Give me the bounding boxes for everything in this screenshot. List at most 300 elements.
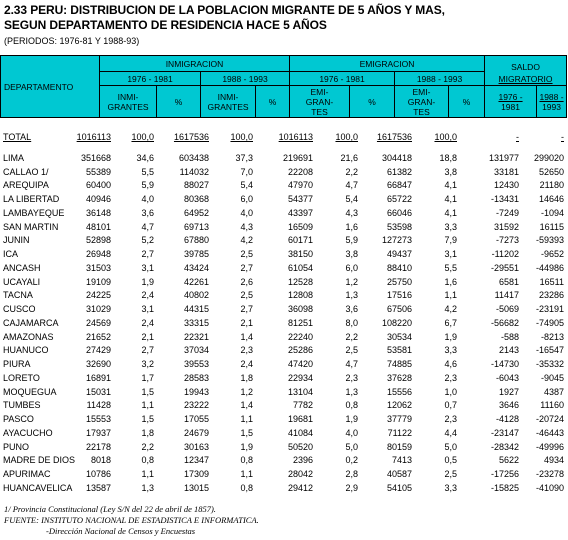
cell-emigrantes-1976-81: 47970 (287, 180, 313, 191)
cell-pct-inmi-1988-93: 100,0 (230, 132, 253, 142)
header-emigrantes-2 (395, 86, 449, 118)
cell-saldo-1976-81: -23147 (490, 427, 519, 438)
label-grantes: GRANTES (107, 101, 149, 112)
cell-pct-inmi-1976-81: 34,6 (136, 152, 154, 163)
cell-inmigrantes-1976-81: 32690 (85, 359, 111, 369)
cell-pct-emi-1976-81: 2,2 (345, 166, 358, 177)
cell-pct-emi-1976-81: 4,0 (345, 427, 358, 438)
cell-pct-emi-1988-93: 5,5 (444, 262, 457, 273)
cell-inmigrantes-1988-93: 603438 (178, 152, 209, 163)
cell-inmigrantes-1976-81: 11428 (86, 400, 111, 411)
cell-pct-emi-1988-93: 1,0 (444, 386, 457, 397)
cell-pct-emi-1976-81: 2,9 (345, 482, 358, 493)
cell-departamento: AMAZONAS (3, 331, 54, 342)
cell-pct-emi-1976-81: 1,3 (345, 290, 358, 301)
cell-pct-inmi-1988-93: 4,2 (240, 235, 253, 246)
cell-emigrantes-1988-93: 40587 (386, 469, 412, 479)
cell-pct-inmi-1988-93: 5,4 (240, 180, 253, 191)
cell-pct-inmi-1976-81: 5,5 (141, 166, 154, 177)
cell-departamento: LIMA (3, 152, 25, 163)
table-subtitle: (PERIODOS: 1976-81 Y 1988-93) (4, 36, 140, 46)
cell-departamento: MADRE DE DIOS (3, 455, 76, 466)
cell-saldo-1976-81: -14730 (490, 359, 519, 369)
label-inmi: INMI- (117, 91, 139, 102)
cell-saldo-1988-93: -9652 (540, 249, 564, 259)
cell-pct-inmi-1976-81: 1,5 (141, 386, 154, 397)
footnote-direccion: -Dirección Nacional de Censos y Encuestas (46, 526, 196, 536)
cell-emigrantes-1976-81: 29412 (287, 482, 313, 493)
cell-saldo-1976-81: - (516, 132, 519, 142)
cell-pct-emi-1976-81: 1,2 (345, 276, 358, 287)
cell-inmigrantes-1976-81: 31029 (85, 304, 111, 314)
total-row (0, 131, 566, 145)
cell-pct-inmi-1976-81: 1,1 (141, 400, 154, 411)
cell-saldo-1988-93: -1094 (540, 207, 564, 218)
table-row (0, 468, 566, 482)
cell-emigrantes-1988-93: 37779 (386, 414, 412, 424)
cell-pct-emi-1988-93: 3,3 (444, 482, 457, 493)
cell-inmigrantes-1976-81: 10786 (85, 469, 111, 479)
cell-emigrantes-1976-81: 36098 (287, 304, 313, 314)
cell-inmigrantes-1988-93: 43424 (183, 262, 209, 273)
cell-saldo-1976-81: 1927 (498, 386, 519, 397)
cell-saldo-1988-93: -9045 (540, 372, 564, 383)
cell-emigrantes-1988-93: 7413 (391, 455, 412, 466)
cell-departamento: ANCASH (3, 262, 41, 273)
cell-saldo-1976-81: 2143 (498, 345, 519, 356)
cell-emigrantes-1976-81: 22208 (287, 166, 313, 177)
cell-inmigrantes-1988-93: 39785 (183, 249, 209, 259)
cell-emigrantes-1988-93: 66046 (386, 207, 412, 218)
cell-saldo-1988-93: -35332 (535, 359, 564, 369)
cell-pct-emi-1988-93: 4,1 (444, 207, 457, 218)
cell-emigrantes-1976-81: 43397 (287, 207, 313, 218)
cell-pct-emi-1988-93: 4,1 (444, 180, 457, 191)
cell-inmigrantes-1988-93: 39553 (183, 359, 209, 369)
header-pct-3: % (350, 86, 395, 118)
cell-saldo-1988-93: -8213 (540, 331, 564, 342)
cell-emigrantes-1988-93: 67506 (386, 304, 412, 314)
table-row (0, 152, 566, 166)
cell-departamento: LORETO (3, 372, 40, 383)
cell-emigrantes-1988-93: 80159 (386, 441, 412, 452)
cell-pct-emi-1976-81: 2,3 (345, 372, 358, 383)
cell-pct-inmi-1988-93: 4,3 (240, 221, 253, 232)
table-row (0, 386, 566, 400)
cell-saldo-1976-81: -7249 (495, 207, 519, 218)
cell-pct-inmi-1976-81: 2,4 (141, 317, 154, 328)
cell-pct-inmi-1976-81: 100,0 (131, 132, 154, 142)
cell-saldo-1976-81: 3646 (498, 400, 519, 411)
cell-pct-emi-1976-81: 1,9 (345, 414, 358, 424)
cell-departamento: UCAYALI (3, 276, 41, 287)
table-row (0, 441, 566, 455)
cell-emigrantes-1988-93: 304418 (381, 152, 412, 163)
table-row (0, 303, 566, 317)
cell-emigrantes-1976-81: 28042 (287, 469, 313, 479)
cell-saldo-1988-93: -59393 (535, 235, 564, 246)
header-saldo-period-2 (537, 86, 567, 118)
cell-saldo-1988-93: 16115 (539, 221, 564, 232)
cell-saldo-1988-93: 23286 (538, 290, 564, 301)
cell-saldo-1976-81: -28342 (490, 441, 519, 452)
cell-pct-emi-1988-93: 6,7 (444, 317, 457, 328)
footnote-source: FUENTE: INSTITUTO NACIONAL DE ESTADISTICA E INFORMATICA. (4, 515, 259, 525)
cell-inmigrantes-1988-93: 44315 (183, 304, 209, 314)
cell-pct-emi-1976-81: 2,2 (345, 331, 358, 342)
cell-pct-inmi-1988-93: 4,0 (240, 207, 253, 218)
cell-pct-inmi-1976-81: 3,1 (141, 304, 154, 314)
cell-pct-inmi-1988-93: 1,9 (240, 441, 253, 452)
cell-departamento: TACNA (3, 290, 33, 301)
header-emigracion: EMIGRACION (290, 56, 485, 72)
cell-pct-emi-1976-81: 5,0 (345, 441, 358, 452)
table-row (0, 427, 566, 441)
cell-saldo-1988-93: 11160 (540, 400, 564, 411)
cell-departamento: TOTAL (3, 132, 32, 142)
cell-pct-emi-1988-93: 3,3 (444, 345, 457, 356)
cell-departamento: PUNO (3, 441, 30, 452)
cell-pct-emi-1988-93: 1,6 (444, 276, 457, 287)
cell-pct-emi-1988-93: 0,7 (444, 400, 457, 411)
cell-inmigrantes-1976-81: 351668 (80, 152, 111, 163)
cell-inmigrantes-1976-81: 36148 (85, 207, 111, 218)
table-row (0, 372, 566, 386)
cell-pct-inmi-1976-81: 4,0 (141, 194, 154, 204)
label-saldo-1976: 1976 - (498, 91, 523, 102)
cell-pct-inmi-1988-93: 37,3 (235, 152, 253, 163)
cell-departamento: LA LIBERTAD (3, 194, 60, 204)
cell-pct-emi-1988-93: 4,2 (444, 304, 457, 314)
cell-pct-emi-1976-81: 8,0 (345, 317, 358, 328)
cell-pct-emi-1988-93: 100,0 (434, 132, 457, 142)
table-row (0, 207, 566, 221)
table-row (0, 289, 566, 303)
footnotes (4, 504, 259, 537)
header-emi-period-2: 1988 - 1993 (395, 72, 485, 86)
header-departamento: DEPARTAMENTO (1, 56, 100, 118)
cell-pct-inmi-1976-81: 2,2 (141, 441, 154, 452)
cell-pct-inmi-1988-93: 2,5 (240, 290, 253, 301)
cell-emigrantes-1988-93: 53598 (386, 221, 412, 232)
cell-pct-inmi-1976-81: 1,7 (141, 372, 154, 383)
cell-pct-inmi-1976-81: 5,9 (141, 180, 154, 191)
cell-inmigrantes-1988-93: 80368 (183, 194, 209, 204)
cell-inmigrantes-1976-81: 26948 (85, 249, 111, 259)
cell-saldo-1976-81: 12430 (493, 180, 519, 191)
table-row (0, 317, 566, 331)
cell-pct-emi-1988-93: 2,5 (444, 469, 457, 479)
cell-saldo-1976-81: -588 (500, 331, 519, 342)
table-header (0, 55, 567, 118)
cell-pct-emi-1976-81: 1,3 (345, 386, 358, 397)
cell-saldo-1988-93: -49996 (535, 441, 564, 452)
cell-inmigrantes-1988-93: 1617536 (173, 132, 209, 142)
cell-emigrantes-1988-93: 66847 (386, 180, 412, 191)
cell-emigrantes-1988-93: 25750 (386, 276, 412, 287)
cell-saldo-1976-81: -13431 (490, 194, 519, 204)
cell-departamento: SAN MARTIN (3, 221, 59, 232)
cell-departamento: CUSCO (3, 304, 36, 314)
cell-saldo-1988-93: -20724 (535, 414, 564, 424)
cell-inmigrantes-1988-93: 22321 (183, 331, 209, 342)
cell-pct-inmi-1976-81: 1,3 (141, 482, 154, 493)
cell-inmigrantes-1988-93: 88027 (183, 180, 209, 191)
label-gran: GRAN- (305, 96, 334, 107)
cell-emigrantes-1988-93: 71122 (387, 427, 412, 438)
cell-pct-emi-1976-81: 21,6 (340, 152, 358, 163)
cell-inmigrantes-1976-81: 48101 (85, 221, 111, 232)
cell-inmigrantes-1976-81: 52898 (85, 235, 111, 246)
cell-pct-emi-1988-93: 4,1 (444, 194, 457, 204)
cell-emigrantes-1988-93: 74885 (386, 359, 412, 369)
cell-pct-emi-1988-93: 4,6 (444, 359, 457, 369)
cell-emigrantes-1976-81: 38150 (287, 249, 313, 259)
label-emi: EMI- (310, 86, 329, 97)
cell-departamento: TUMBES (3, 400, 41, 411)
cell-inmigrantes-1988-93: 64952 (183, 207, 209, 218)
cell-saldo-1988-93: -23191 (535, 304, 564, 314)
cell-departamento: HUANCAVELICA (3, 482, 73, 493)
cell-saldo-1976-81: 131977 (488, 152, 519, 163)
cell-departamento: MOQUEGUA (3, 386, 57, 397)
cell-pct-inmi-1988-93: 2,7 (240, 262, 253, 273)
cell-emigrantes-1976-81: 50520 (287, 441, 313, 452)
cell-pct-emi-1988-93: 2,3 (444, 372, 457, 383)
table-title (4, 3, 445, 33)
cell-saldo-1988-93: 52650 (538, 166, 564, 177)
cell-saldo-1988-93: -16547 (535, 345, 564, 356)
cell-pct-inmi-1976-81: 4,7 (141, 221, 154, 232)
header-saldo-period-1 (485, 86, 537, 118)
cell-emigrantes-1976-81: 47420 (287, 359, 313, 369)
header-inmigrantes-2 (201, 86, 256, 118)
table-row (0, 166, 566, 180)
table-row (0, 344, 566, 358)
cell-emigrantes-1976-81: 16509 (287, 221, 313, 232)
table-row (0, 262, 566, 276)
cell-departamento: ICA (3, 249, 19, 259)
table-row (0, 399, 566, 413)
cell-saldo-1976-81: 33181 (493, 166, 519, 177)
cell-pct-emi-1988-93: 2,3 (444, 414, 457, 424)
table-row (0, 413, 566, 427)
cell-inmigrantes-1988-93: 69713 (183, 221, 209, 232)
cell-inmigrantes-1988-93: 13015 (183, 482, 209, 493)
table-row (0, 248, 566, 262)
cell-inmigrantes-1976-81: 31503 (85, 262, 111, 273)
cell-pct-emi-1988-93: 1,9 (444, 331, 457, 342)
cell-pct-inmi-1988-93: 2,4 (240, 359, 253, 369)
cell-pct-emi-1976-81: 3,6 (345, 304, 358, 314)
cell-saldo-1976-81: -11202 (491, 249, 519, 259)
header-pct-4: % (449, 86, 485, 118)
cell-emigrantes-1988-93: 12062 (386, 400, 412, 411)
cell-emigrantes-1988-93: 127273 (381, 235, 412, 246)
cell-saldo-1988-93: 4934 (543, 455, 564, 466)
header-pct-1: % (157, 86, 201, 118)
cell-inmigrantes-1988-93: 42261 (183, 276, 209, 287)
label-gran: GRAN- (407, 96, 436, 107)
header-emigrantes-1 (290, 86, 350, 118)
cell-inmigrantes-1988-93: 19943 (183, 386, 209, 397)
cell-saldo-1976-81: -6043 (495, 372, 519, 383)
cell-saldo-1976-81: 5622 (498, 455, 519, 466)
table-row (0, 482, 566, 496)
cell-pct-emi-1976-81: 4,7 (345, 359, 358, 369)
label-tes: TES (311, 106, 328, 117)
cell-saldo-1988-93: 16511 (539, 276, 564, 287)
cell-pct-emi-1976-81: 3,8 (345, 249, 358, 259)
cell-emigrantes-1976-81: 54377 (287, 194, 313, 204)
cell-emigrantes-1976-81: 25286 (287, 345, 313, 356)
table-row (0, 179, 566, 193)
cell-departamento: CAJAMARCA (3, 317, 59, 328)
label-inmi: INMI- (217, 91, 239, 102)
cell-saldo-1988-93: -46443 (535, 427, 564, 438)
cell-inmigrantes-1976-81: 8018 (90, 455, 111, 466)
cell-pct-inmi-1988-93: 2,6 (240, 276, 253, 287)
title-line-1: 2.33 PERU: DISTRIBUCION DE LA POBLACION MIGRANTE DE 5 AÑOS Y MAS, (4, 3, 445, 17)
cell-emigrantes-1988-93: 65722 (386, 194, 412, 204)
cell-saldo-1976-81: 31592 (493, 221, 519, 232)
cell-inmigrantes-1988-93: 28583 (183, 372, 209, 383)
cell-pct-inmi-1976-81: 1,5 (141, 414, 154, 424)
label-saldo-1988: 1988 - (539, 91, 564, 102)
cell-pct-emi-1988-93: 0,5 (444, 455, 457, 466)
footnote-callao: 1/ Provincia Constitucional (Ley S/N del 22 de abril de 1857). (4, 504, 216, 514)
cell-inmigrantes-1976-81: 17937 (85, 427, 111, 438)
table-row (0, 331, 566, 345)
cell-inmigrantes-1976-81: 24225 (85, 290, 111, 301)
cell-pct-inmi-1988-93: 1,8 (240, 372, 253, 383)
cell-saldo-1976-81: -5069 (495, 304, 519, 314)
cell-pct-emi-1988-93: 3,1 (444, 249, 457, 259)
header-pct-2: % (256, 86, 290, 118)
cell-inmigrantes-1988-93: 17055 (183, 414, 209, 424)
cell-pct-inmi-1976-81: 2,1 (141, 331, 154, 342)
cell-pct-emi-1976-81: 100,0 (335, 132, 358, 142)
cell-pct-emi-1988-93: 5,0 (444, 441, 457, 452)
cell-pct-emi-1976-81: 2,5 (345, 345, 358, 356)
cell-pct-inmi-1988-93: 1,5 (240, 427, 253, 438)
cell-saldo-1988-93: -44986 (535, 262, 564, 273)
cell-pct-inmi-1976-81: 0,8 (141, 455, 154, 466)
cell-pct-emi-1976-81: 1,6 (345, 221, 358, 232)
cell-emigrantes-1976-81: 19681 (287, 414, 313, 424)
cell-inmigrantes-1988-93: 37034 (183, 345, 209, 356)
cell-emigrantes-1976-81: 61054 (287, 262, 313, 273)
cell-saldo-1976-81: -4128 (495, 414, 519, 424)
header-migratorio: MIGRATORIO (498, 74, 553, 84)
cell-pct-inmi-1988-93: 2,3 (240, 345, 253, 356)
cell-pct-emi-1976-81: 5,4 (345, 194, 358, 204)
cell-inmigrantes-1976-81: 27429 (85, 345, 111, 356)
cell-pct-emi-1976-81: 0,8 (345, 400, 358, 411)
cell-emigrantes-1976-81: 7782 (292, 400, 313, 411)
label-saldo-1981: 1981 (501, 101, 520, 112)
cell-inmigrantes-1988-93: 24679 (183, 427, 209, 438)
cell-pct-inmi-1976-81: 2,4 (141, 290, 154, 301)
cell-emigrantes-1976-81: 12808 (287, 290, 313, 301)
cell-inmigrantes-1988-93: 12347 (183, 455, 209, 466)
cell-inmigrantes-1988-93: 114032 (179, 166, 209, 177)
cell-pct-emi-1988-93: 1,1 (444, 290, 457, 301)
cell-pct-emi-1976-81: 2,8 (345, 469, 358, 479)
cell-pct-inmi-1988-93: 6,0 (240, 194, 253, 204)
table-row (0, 454, 566, 468)
cell-emigrantes-1976-81: 41084 (287, 427, 313, 438)
cell-pct-inmi-1988-93: 1,1 (240, 414, 253, 424)
cell-emigrantes-1988-93: 108220 (381, 317, 412, 328)
cell-departamento: AREQUIPA (3, 180, 49, 191)
cell-emigrantes-1976-81: 81251 (287, 317, 313, 328)
cell-emigrantes-1988-93: 17516 (386, 290, 412, 301)
header-inmigracion: INMIGRACION (100, 56, 290, 72)
cell-emigrantes-1988-93: 37628 (386, 372, 412, 383)
cell-pct-inmi-1976-81: 2,7 (141, 345, 154, 356)
cell-departamento: CALLAO 1/ (3, 166, 49, 177)
table-row (0, 358, 566, 372)
cell-emigrantes-1988-93: 53581 (386, 345, 412, 356)
cell-pct-inmi-1976-81: 1,8 (141, 427, 154, 438)
cell-pct-inmi-1976-81: 1,1 (141, 469, 154, 479)
cell-inmigrantes-1988-93: 17309 (183, 469, 209, 479)
cell-pct-inmi-1988-93: 1,2 (240, 386, 253, 397)
cell-inmigrantes-1976-81: 22178 (85, 441, 111, 452)
header-emi-period-1: 1976 - 1981 (290, 72, 395, 86)
cell-inmigrantes-1988-93: 67880 (183, 235, 209, 246)
cell-saldo-1988-93: 4387 (543, 386, 564, 397)
cell-emigrantes-1988-93: 88410 (386, 262, 412, 273)
table-row (0, 234, 566, 248)
cell-inmigrantes-1988-93: 30163 (183, 441, 209, 452)
cell-inmigrantes-1976-81: 24569 (85, 317, 111, 328)
cell-inmigrantes-1976-81: 15031 (85, 386, 111, 397)
cell-pct-inmi-1976-81: 2,7 (141, 249, 154, 259)
label-grantes: GRANTES (207, 101, 249, 112)
table-row (0, 193, 566, 207)
cell-pct-inmi-1988-93: 2,5 (240, 249, 253, 259)
cell-saldo-1976-81: 6581 (498, 276, 519, 287)
header-saldo: SALDO (511, 62, 540, 72)
cell-saldo-1976-81: -7273 (495, 235, 519, 246)
cell-pct-inmi-1988-93: 1,4 (240, 400, 253, 411)
header-inmigrantes-1 (100, 86, 157, 118)
cell-saldo-1976-81: -56682 (490, 317, 519, 328)
cell-departamento: LAMBAYEQUE (3, 207, 65, 218)
cell-saldo-1976-81: -29551 (490, 262, 519, 273)
cell-pct-emi-1976-81: 5,9 (345, 235, 358, 246)
cell-departamento: PASCO (3, 414, 34, 424)
cell-emigrantes-1976-81: 12528 (287, 276, 313, 287)
cell-pct-inmi-1988-93: 2,1 (240, 317, 253, 328)
cell-pct-inmi-1988-93: 0,8 (240, 455, 253, 466)
table-row (0, 276, 566, 290)
cell-saldo-1988-93: 21180 (539, 180, 564, 191)
cell-emigrantes-1976-81: 1016113 (278, 132, 313, 142)
cell-pct-inmi-1988-93: 1,4 (240, 331, 253, 342)
cell-pct-emi-1976-81: 4,3 (345, 207, 358, 218)
cell-saldo-1976-81: -17256 (490, 469, 519, 479)
cell-inmigrantes-1976-81: 15553 (85, 414, 111, 424)
cell-pct-emi-1988-93: 7,9 (444, 235, 457, 246)
cell-emigrantes-1976-81: 2396 (292, 455, 313, 466)
table-row (0, 221, 566, 235)
cell-departamento: JUNIN (3, 235, 30, 246)
cell-pct-inmi-1988-93: 7,0 (240, 166, 253, 177)
cell-pct-inmi-1976-81: 3,2 (141, 359, 154, 369)
